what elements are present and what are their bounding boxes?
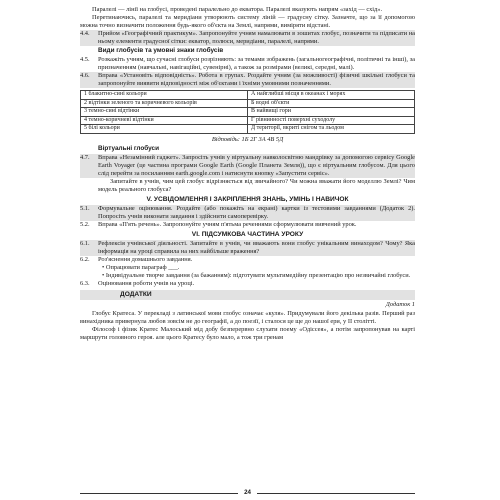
table-cell: Г рівнинності поверхні суходолу: [248, 116, 415, 125]
paragraph-parallels: Паралелі — лінії на глобусі, проведені паралельно до екватора. Паралелі вказують напрям «захід — схід».: [92, 6, 383, 13]
table-cell: 5 білі кольори: [81, 125, 248, 134]
table-row: [81, 116, 415, 125]
item-text: Вправа «Установіть відповідність». Робота в групах. Роздайте учням (за можливості) фізичні шкільні глобуси та запропонуйте виявити відповідності між об'єктами і їхніми умовними позначеннями.: [98, 72, 415, 87]
appendix-paragraph-1: Глобус Кратеса. У перекладі з латинської мови глобус означає «куля». Придумували його декілька разів. Перший раз винахідника привернула любов зовсім не до географії, а до поезії, і сталося це ще до нашої ери, у II столітті.: [80, 309, 415, 325]
item-number: 6.2.: [80, 255, 90, 263]
table-cell: 2 відтінки зеленого та коричневого кольорів: [81, 99, 248, 108]
table-cell: 3 темно-сині відтінки: [81, 108, 248, 117]
item-text: Роз'яснення домашнього завдання.: [98, 255, 193, 263]
table-cell: 1 блакитно-сині кольори: [81, 91, 248, 100]
table-row: [81, 91, 415, 100]
item-text: Розкажіть учням, що сучасні глобуси розрізняють: за темами зображень (загальногеографічні, політичні та інші), за призначенням (навчальні, навігаційні, сувенірні), а також за розмірами (великі, середні, малі).: [98, 56, 415, 71]
item-4-6: [80, 72, 415, 88]
matching-table: [80, 90, 415, 134]
page-content: [80, 6, 415, 342]
item-text: Оцінювання роботи учнів на уроці.: [98, 279, 195, 287]
table-cell: А найглибші місця в океанах і морях: [248, 91, 415, 100]
item-text: Рефлексія учнівської діяльності. Запитайте в учнів, чи вважають вони глобус унікальним винаходом? Чому? Яка інформація на уроці справила на них найбільше враження?: [98, 239, 415, 255]
table-cell: Б водні об'єкти: [248, 99, 415, 108]
table-row: [81, 125, 415, 134]
item-number: 4.4.: [80, 30, 90, 37]
item-5-1: [80, 205, 415, 221]
list-item: • Індивідуальне творче завдання (за бажанням): підготувати мультимедійну презентацію про незвичайні глобуси.: [102, 271, 411, 279]
table-row: [81, 108, 415, 117]
section-heading-vi: VI. ПІДСУМКОВА ЧАСТИНА УРОКУ: [191, 230, 304, 238]
homework-list: [102, 264, 415, 280]
item-number: 5.1.: [80, 204, 90, 212]
table-row: [81, 99, 415, 108]
section-heading-v: V. УСВІДОМЛЕННЯ І ЗАКРІПЛЕННЯ ЗНАНЬ, УМІНЬ І НАВИЧОК: [146, 195, 349, 203]
table-cell: Д території, вкриті снігом та льодом: [248, 125, 415, 134]
item-6-1: [80, 240, 415, 256]
list-item: • Опрацювати параграф ___.: [102, 263, 180, 271]
item-number: 4.7.: [80, 153, 90, 161]
appendix-paragraph-2: Філософ і фізик Кратес Малоський мід добу безперервно слухати поему «Одіссея», а потім запропонував на карті маршрути головного героя. але цього Кратесу було мало, а тож три гренам: [80, 325, 415, 341]
subheading-globe-types: Види глобусів та умовні знаки глобусів: [98, 47, 224, 54]
item-5-2: [80, 221, 415, 229]
item-6-3: [80, 280, 415, 288]
item-text: Формувальне оцінювання. Роздайте (або покажіть на екрані) картки із тестовими завданнями (Додаток 2). Попросіть учнів виконати завдання і здійснити самоперевірку.: [98, 204, 415, 220]
paragraph-grid: Перетинаючись, паралелі та меридіани утворюють систему ліній — градусну сітку. Зазначте, що за її допомогою можна точно визначити положення будь-якого об'єкта на Землі, напрями, виміряти відстані.: [80, 14, 415, 29]
item-number: 6.1.: [80, 239, 90, 247]
item-4-5: [80, 56, 415, 72]
page-number: 24: [244, 489, 251, 496]
appendices-heading: ДОДАТКИ: [80, 290, 415, 300]
table-cell: В найвищі гори: [248, 108, 415, 117]
item-number: 4.5.: [80, 56, 90, 63]
item-6-2: [80, 256, 415, 264]
table-cell: 4 темно-коричневі відтінки: [81, 116, 248, 125]
item-4-7: [80, 154, 415, 178]
footer-rule-right: [257, 493, 415, 494]
item-text: Прийом «Географічний практикум». Запропонуйте учням намалювати в зошитах глобус, позначити та підписати на ньому елементи градусної сітки: екватор, полюси, меридіани, паралелі, напрями.: [98, 30, 415, 45]
item-text: Вправа «П'ять речень». Запропонуйте учням п'ятьма реченнями сформулювати вивчений урок.: [98, 220, 357, 228]
footer-rule-left: [80, 493, 238, 494]
answers-line: Відповідь: 1Б 2Г 3А 4В 5Д: [211, 135, 284, 143]
item-4-4: [80, 30, 415, 46]
item-number: 4.6.: [80, 72, 90, 79]
paragraph-virtual-question: Запитайте в учнів, чим цей глобус відрізняється від звичайного? Чи можна вважати його моделлю Землі? Чим модель реального глобуса?: [98, 177, 415, 193]
subheading-virtual-globes: Віртуальні глобуси: [98, 144, 160, 152]
item-number: 5.2.: [80, 220, 90, 228]
page-footer: [80, 489, 415, 497]
item-number: 6.3.: [80, 279, 90, 287]
item-text: Вправа «Незамінний гаджет». Запросіть учнів у віртуальну навколосвітню мандрівку за допомогою сервісу Google Earth Voyager (це частина програми Google Earth (Google Планета Земля)), що є віртуальним глобусом. Для цього слід перейти за посиланням earth.google.com і натиснути кнопку «Запустити сервіс».: [98, 153, 415, 177]
appendix-label: Додаток 1: [385, 300, 415, 308]
